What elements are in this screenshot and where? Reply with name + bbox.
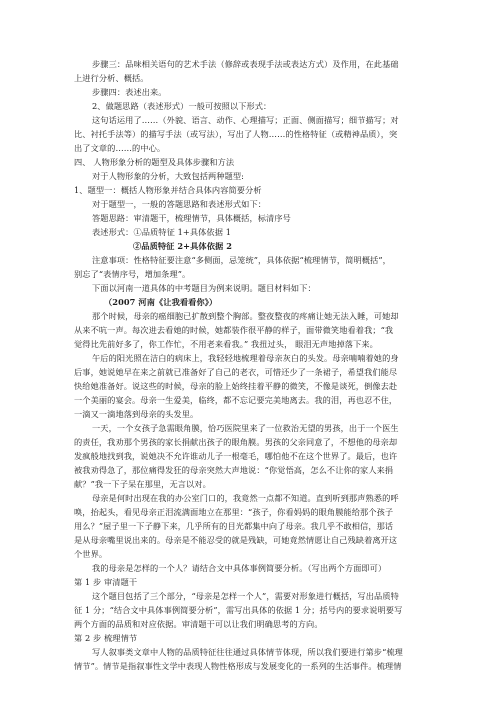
text-line: 后事，她说她早在来之前就已准备好了自己的老衣，可惜还少了一条裙子，希望我们能尽: [74, 367, 398, 377]
text-line: 觉得比先前好多了，你工作忙，不用老来看我。” 我扭过头， 眼泪无声地掉落下来。: [74, 339, 378, 349]
text-line: 步骤四：表述出来。: [92, 87, 167, 97]
text-line: 一个美丽的宴会。母亲一生爱美，临终，都不忘记要完美地离去。我的泪，再也忍不住，: [74, 395, 398, 405]
text-line: 献？”我一下子呆在那里，无言以对。: [74, 479, 211, 489]
text-line: 对于题型一，一般的答题思路和表述形式如下：: [92, 199, 267, 209]
text-line: 一天，一个女孩子急需眼角膜，恰巧医院里来了一位救治无望的男孩，出于一个医生: [92, 423, 399, 433]
text-line: 2、做题思路（表述形式）一般可按照以下形式：: [92, 101, 272, 111]
text-line: 唤，抬起头，看见母亲正泪流满面地立在那里：“孩子，你看妈妈的眼角膜能给那个孩子: [74, 507, 394, 517]
text-line: 是从母亲嘴里说出来的。母亲是不能忍受的就是残缺，可她竟然情愿让自己残缺着离开这: [74, 535, 398, 545]
text-line: 我的母亲是怎样的一个人？请结合文中具体事例简要分析。（写出两个方面即可）: [92, 563, 387, 573]
text-line: 答题思路：审清题干，梳理情节，具体概括，标清序号: [92, 213, 291, 223]
text-line: 注意事项：性格特征要注意“多侧面，忌笼统”，具体依据“梳理情节，简明概括”，: [92, 255, 391, 265]
text-line: 第 2 步 梳理情节: [74, 633, 138, 643]
text-line: 用么？”屋子里一下子静下来，几乎所有的目光都集中向了母亲。我几乎不敢相信，那话: [74, 521, 394, 531]
text-line: ②品质特征 2+具体依据 2: [133, 241, 233, 251]
text-line: （2007 河南《让我看看你》）: [104, 297, 218, 307]
text-line: 发疯般地找到我，说她决不允许谁动儿子一根毫毛，哪怕他不在这个世界了。最后，也许: [74, 451, 398, 461]
text-line: 的责任，我劝那个男孩的家长捐献出孩子的眼角膜。男孩的父亲同意了，不想他的母亲却: [74, 437, 398, 447]
text-line: 下面以河南一道具体的中考题目为例来说明。题目材料如下：: [92, 283, 316, 293]
text-line: 快给她准备好。说这些的时候，母亲的脸上始终挂着平静的微笑，不像是谈死，倒像去赴: [74, 381, 398, 391]
text-line: 写人叙事类文章中人物的品质特征往往通过具体情节体现，所以我们要进行第步“梳理: [92, 647, 403, 657]
text-line: 征 1 分；“结合文中具体事例简要分析”，需写出具体的依据 1 分；括号内的要求说明要写: [74, 605, 403, 615]
text-line: 步骤三：品味相关语句的艺术手法（修辞或表现手法或表达方式）及作用，在此基础: [92, 59, 399, 69]
text-line: 从来不吭一声。每次进去看她的时候，她都装作很平静的样子，面带微笑地看着我；“我: [74, 325, 394, 335]
text-line: 两个方面的品质和对应依据。审清题干可以让我们明确思考的方向。: [74, 619, 323, 629]
text-line: 这句话运用了……（外貌、语言、动作、心理描写；正面、侧面描写；细节描写；对: [92, 115, 399, 125]
text-line: 个世界。: [74, 549, 108, 559]
text-line: 第 1 步 审清题干: [74, 577, 138, 587]
text-line: 对于人物形象的分析，大致包括两种题型:: [92, 171, 245, 181]
text-line: 上进行分析、概括。: [74, 73, 149, 83]
text-line: 午后的阳光照在洁白的病床上，我轻轻地梳理着母亲灰白的头发。母亲喃喃着她的身: [92, 353, 399, 363]
text-line: 被我劝得急了，那位痛得发狂的母亲突然大声地说：“你觉悟高，怎么不让你的家人来捐: [74, 465, 394, 475]
text-line: 这个题目包括了三个部分，“母亲是怎样一个人”，需要对形象进行概括，写出品质特: [92, 591, 399, 601]
text-line: 1、题型一：概括人物形象并结合具体内容简要分析: [74, 185, 262, 195]
text-line: 那个时候，母亲的癌细胞已扩散到整个胸部。整夜整夜的疼痛让她无法入睡，可她却: [92, 311, 399, 321]
text-line: 出了文章的……的中心。: [74, 143, 166, 153]
text-line: 一滴又一滴地落到母亲的头发里。: [74, 409, 199, 419]
text-line: 母亲是何时出现在我的办公室门口的，我竟然一点都不知道。直到听到那声熟悉的呼: [92, 493, 399, 503]
text-line: 别忘了“表情序号，增加条理”。: [74, 269, 191, 279]
text-line: 比、衬托手法等）的描写手法（或写法），写出了人物……的性格特征（或精神品质），突: [74, 129, 398, 139]
text-line: 情节”。情节是指叙事性文学中表现人物性格形成与发展变化的一系列的生活事件。梳理情: [74, 661, 402, 671]
text-line: 表述形式：①品质特征 1+具体依据 1: [92, 227, 232, 237]
text-line: 四、 人物形象分析的题型及具体步骤和方法: [74, 157, 235, 167]
